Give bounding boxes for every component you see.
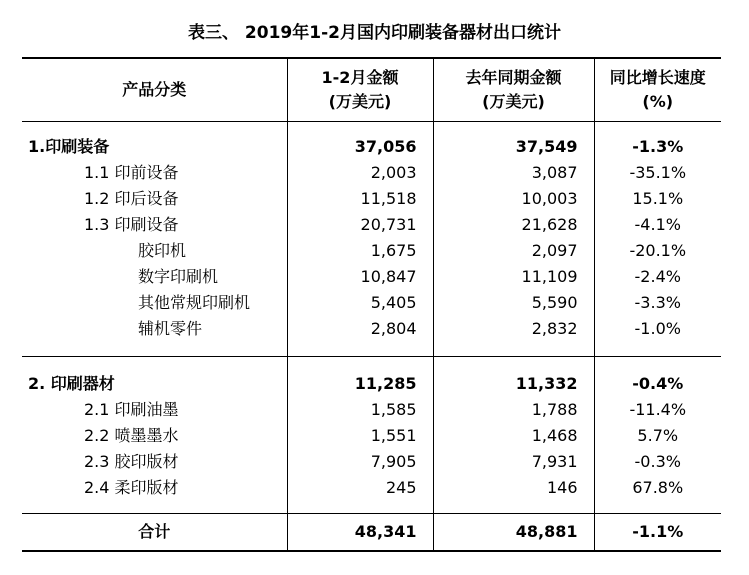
header-category: 产品分类: [22, 58, 287, 122]
row-growth: 5.7%: [594, 423, 721, 449]
header-current-amount: [287, 58, 433, 122]
row-prior: 11,109: [433, 264, 594, 290]
row-name: 胶印机: [138, 241, 187, 260]
table-row: [22, 475, 721, 501]
row-prior: 37,549: [433, 134, 594, 160]
row-growth: -11.4%: [594, 397, 721, 423]
table-row: [22, 160, 721, 186]
row-current: 10,847: [287, 264, 433, 290]
row-prior: 11,332: [433, 371, 594, 397]
header-growth-line2: (%): [642, 92, 674, 111]
table-row: [22, 371, 721, 397]
table-row: [22, 134, 721, 160]
row-name: 数字印刷机: [138, 267, 219, 286]
row-prior: 2,097: [433, 238, 594, 264]
row-name: 2.1 印刷油墨: [84, 400, 179, 419]
row-name: 2.2 喷墨墨水: [84, 426, 179, 445]
header-growth-line1: 同比增长速度: [609, 68, 706, 87]
row-current: 20,731: [287, 212, 433, 238]
row-prior: 3,087: [433, 160, 594, 186]
row-growth: -20.1%: [594, 238, 721, 264]
row-current: 11,518: [287, 186, 433, 212]
table-row: [22, 186, 721, 212]
row-growth: -2.4%: [594, 264, 721, 290]
spacer-row: [22, 501, 721, 514]
spacer-row: [22, 357, 721, 372]
header-growth: [594, 58, 721, 122]
row-prior: 1,468: [433, 423, 594, 449]
spacer-row: [22, 122, 721, 135]
row-prior: 21,628: [433, 212, 594, 238]
row-current: 245: [287, 475, 433, 501]
row-name: 其他常规印刷机: [138, 293, 251, 312]
row-name: 1.2 印后设备: [84, 189, 179, 208]
table-row: [22, 264, 721, 290]
header-current-line2: (万美元): [328, 92, 392, 111]
row-name: 2.3 胶印版材: [84, 452, 179, 471]
row-growth: -1.3%: [594, 134, 721, 160]
row-current: 1,585: [287, 397, 433, 423]
header-prior-line2: (万美元): [482, 92, 545, 111]
row-prior: 2,832: [433, 316, 594, 342]
row-prior: 1,788: [433, 397, 594, 423]
table-row: [22, 212, 721, 238]
row-current: 1,675: [287, 238, 433, 264]
row-growth: 67.8%: [594, 475, 721, 501]
table-row: [22, 423, 721, 449]
row-name: 1.3 印刷设备: [84, 215, 179, 234]
row-growth: 15.1%: [594, 186, 721, 212]
table-row: [22, 290, 721, 316]
row-current: 1,551: [287, 423, 433, 449]
row-current: 2,003: [287, 160, 433, 186]
table-row: [22, 449, 721, 475]
header-row: [22, 58, 721, 122]
export-stats-table: [22, 57, 721, 552]
table-row: [22, 316, 721, 342]
table-row: [22, 397, 721, 423]
total-name: 合计: [22, 514, 287, 552]
total-prior: 48,881: [433, 514, 594, 552]
row-prior: 146: [433, 475, 594, 501]
table-row: [22, 238, 721, 264]
header-prior-amount: [433, 58, 594, 122]
row-growth: -35.1%: [594, 160, 721, 186]
row-current: 5,405: [287, 290, 433, 316]
row-name: 辅机零件: [138, 319, 203, 338]
row-prior: 5,590: [433, 290, 594, 316]
row-current: 37,056: [287, 134, 433, 160]
row-current: 11,285: [287, 371, 433, 397]
total-row: [22, 514, 721, 552]
row-growth: -0.3%: [594, 449, 721, 475]
section-divider: [22, 342, 721, 357]
row-current: 7,905: [287, 449, 433, 475]
row-growth: -3.3%: [594, 290, 721, 316]
header-current-line1: 1-2月金额: [321, 68, 399, 87]
table-title: 表三、 2019年1-2月国内印刷装备器材出口统计: [188, 23, 561, 43]
header-prior-line1: 去年同期金额: [465, 68, 562, 87]
total-growth: -1.1%: [594, 514, 721, 552]
row-name: 2.4 柔印版材: [84, 478, 179, 497]
row-growth: -0.4%: [594, 371, 721, 397]
row-name: 1.印刷装备: [28, 137, 110, 156]
total-current: 48,341: [287, 514, 433, 552]
row-name: 2. 印刷器材: [28, 374, 115, 393]
row-current: 2,804: [287, 316, 433, 342]
row-growth: -1.0%: [594, 316, 721, 342]
row-prior: 10,003: [433, 186, 594, 212]
row-growth: -4.1%: [594, 212, 721, 238]
row-name: 1.1 印前设备: [84, 163, 179, 182]
row-prior: 7,931: [433, 449, 594, 475]
